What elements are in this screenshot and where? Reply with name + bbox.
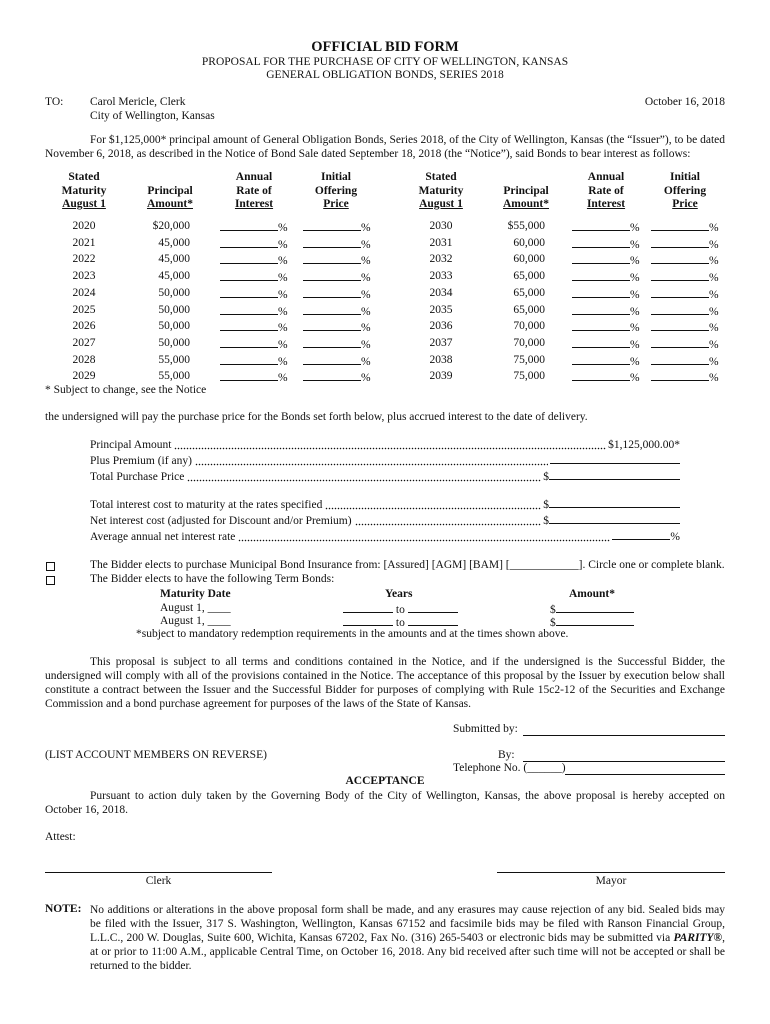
column-header-price: Offering: [663, 184, 707, 197]
dollar-sign: $: [543, 499, 549, 511]
interest-rate-field[interactable]: [220, 354, 288, 369]
term-note: *subject to mandatory redemption requirements in the amounts and at the times shown above.: [136, 628, 569, 640]
offering-price-field[interactable]: [303, 220, 371, 235]
premium-dot-leader: [195, 463, 548, 466]
column-header-maturity: August 1: [419, 198, 463, 210]
maturity-year: 2025: [72, 303, 96, 316]
percent-sign: %: [630, 322, 640, 335]
percent-sign: %: [630, 255, 640, 268]
percent-sign: %: [278, 355, 288, 368]
interest-rate-field[interactable]: [220, 220, 288, 235]
offering-price-field[interactable]: [651, 354, 719, 369]
principal-amount: 75,000: [513, 353, 545, 366]
mayor-signature-line[interactable]: [497, 872, 725, 873]
offering-price-field[interactable]: [303, 304, 371, 319]
clerk-label: Clerk: [145, 875, 172, 887]
principal-amount: 75,000: [513, 370, 545, 383]
interest-rate-field[interactable]: [220, 237, 288, 252]
percent-sign: %: [361, 272, 371, 285]
percent-sign: %: [278, 255, 288, 268]
percent-sign: %: [278, 288, 288, 301]
subtitle-series: GENERAL OBLIGATION BONDS, SERIES 2018: [266, 69, 504, 81]
term-header-years: Years: [385, 588, 413, 600]
principal-amount-dot-leader: [174, 447, 606, 450]
offering-price-field[interactable]: [651, 270, 719, 285]
column-header-maturity: Stated: [425, 171, 457, 183]
insurance-checkbox[interactable]: [46, 562, 55, 571]
percent-sign: %: [709, 322, 719, 335]
principal-amount: 65,000: [513, 270, 545, 283]
principal-amount: 70,000: [513, 336, 545, 349]
column-header-rate: Interest: [586, 198, 626, 210]
maturity-year: 2033: [429, 270, 453, 283]
offering-price-field[interactable]: [651, 253, 719, 268]
column-header-principal: Amount*: [502, 198, 549, 210]
column-header-price: Price: [672, 198, 698, 210]
total-purchase-price-dot-leader: [187, 479, 541, 482]
offering-price-field[interactable]: [303, 354, 371, 369]
intro-paragraph: For $1,125,000* principal amount of General Obligation Bonds, Series 2018, of the City of Wellington, Kansas (the “Issuer”), to be dated November 6, 2018, as described in the Notice of Bond Sale dated September 18, 2018 (the “Notice”), said Bonds to bear interest as follows:: [45, 134, 725, 160]
percent-sign: %: [630, 338, 640, 351]
percent-sign: %: [709, 255, 719, 268]
percent-sign: %: [670, 531, 680, 543]
principal-amount: $55,000: [507, 220, 545, 232]
recipient-org: City of Wellington, Kansas: [90, 110, 215, 122]
interest-rate-field[interactable]: [220, 304, 288, 319]
percent-sign: %: [630, 372, 640, 385]
note-body-end: , at or prior to 11:00 A.M., applicable Central Time, on October 16, 2018. Any bid received after such time will not be accepted or shall be returned to the bidder.: [90, 932, 725, 972]
interest-rate-field[interactable]: [572, 270, 640, 285]
interest-rate-field[interactable]: [572, 253, 640, 268]
interest-rate-field[interactable]: [572, 237, 640, 252]
maturity-year: 2024: [72, 286, 96, 299]
percent-sign: %: [361, 355, 371, 368]
maturity-year: 2032: [429, 253, 453, 266]
percent-sign: %: [278, 238, 288, 251]
insurance-option: The Bidder elects to purchase Municipal Bond Insurance from: [Assured] [AGM] [BAM] [____________]. Circle one or complete blank.: [90, 559, 725, 571]
interest-rate-field[interactable]: [572, 304, 640, 319]
column-header-maturity: Maturity: [61, 184, 107, 197]
interest-rate-field[interactable]: [572, 220, 640, 235]
date: October 16, 2018: [644, 96, 725, 108]
interest-rate-field[interactable]: [220, 320, 288, 335]
percent-sign: %: [630, 272, 640, 285]
maturity-year: 2039: [429, 370, 453, 383]
net-interest-cost-dot-leader: [355, 523, 542, 526]
percent-sign: %: [709, 305, 719, 318]
maturity-year: 2038: [429, 353, 453, 366]
percent-sign: %: [630, 355, 640, 368]
column-header-price: Initial: [320, 171, 352, 183]
interest-rate-field[interactable]: [572, 320, 640, 335]
offering-price-field[interactable]: [651, 320, 719, 335]
parity-name: PARITY®: [673, 932, 723, 944]
total-interest-cost-field[interactable]: [541, 497, 680, 512]
net-interest-cost-label: Net interest cost (adjusted for Discount and/or Premium): [90, 515, 352, 527]
principal-amount: 60,000: [513, 253, 545, 266]
offering-price-field[interactable]: [303, 337, 371, 352]
term-maturity-date[interactable]: August 1, ____: [160, 602, 231, 614]
percent-sign: %: [709, 272, 719, 285]
interest-rate-field[interactable]: [572, 370, 640, 385]
offering-price-field[interactable]: [651, 337, 719, 352]
list-members-note: (LIST ACCOUNT MEMBERS ON REVERSE): [45, 749, 267, 761]
acceptance-heading: ACCEPTANCE: [345, 775, 425, 787]
principal-amount: 50,000: [158, 320, 190, 333]
attest-label: Attest:: [45, 831, 76, 843]
maturity-year: 2028: [72, 353, 96, 366]
column-header-rate: Annual: [235, 171, 273, 183]
average-rate-field[interactable]: [610, 529, 680, 544]
principal-amount: 55,000: [158, 353, 190, 366]
column-header-rate: Rate of: [588, 184, 624, 197]
column-header-rate: Rate of: [236, 184, 272, 197]
to-label: to: [395, 617, 405, 629]
total-interest-cost-dot-leader: [325, 507, 541, 510]
column-header-rate: Annual: [587, 171, 625, 183]
offering-price-field[interactable]: [651, 370, 719, 385]
acceptance-text: Pursuant to action duly taken by the Governing Body of the City of Wellington, Kansas, the above proposal is hereby accepted on October 16, 2018.: [45, 790, 725, 816]
note-label: NOTE:: [45, 903, 82, 915]
principal-amount: 60,000: [513, 236, 545, 249]
principal-amount: 45,000: [158, 253, 190, 266]
column-header-principal: Principal: [147, 184, 193, 197]
subtitle: PROPOSAL FOR THE PURCHASE OF CITY OF WELLINGTON, KANSAS: [201, 56, 569, 68]
interest-rate-field[interactable]: [572, 354, 640, 369]
interest-rate-field[interactable]: [220, 287, 288, 302]
term-header-date: Maturity Date: [160, 588, 231, 600]
principal-amount: $20,000: [152, 220, 190, 232]
total-purchase-price-row: [90, 471, 680, 484]
maturity-year: 2027: [72, 336, 96, 349]
column-header-price: Price: [323, 198, 349, 210]
principal-amount-label: Principal Amount: [90, 439, 172, 451]
percent-sign: %: [709, 372, 719, 385]
interest-rate-field[interactable]: [220, 253, 288, 268]
total-interest-cost-row: [90, 499, 680, 512]
principal-amount-row: [90, 439, 680, 452]
maturity-year: 2026: [72, 320, 96, 333]
term-maturity-date[interactable]: August 1, ____: [160, 615, 231, 627]
percent-sign: %: [361, 305, 371, 318]
dollar-sign: $: [550, 617, 556, 629]
percent-sign: %: [278, 372, 288, 385]
maturity-year: 2022: [72, 253, 96, 266]
percent-sign: %: [630, 305, 640, 318]
dollar-sign: $: [550, 604, 556, 616]
percent-sign: %: [361, 288, 371, 301]
premium-field[interactable]: [548, 453, 680, 468]
average-rate-row: [90, 531, 680, 544]
column-header-price: Initial: [669, 171, 701, 183]
term-header-amount: Amount*: [569, 588, 616, 600]
offering-price-field[interactable]: [651, 220, 719, 235]
interest-rate-field[interactable]: [220, 337, 288, 352]
maturity-year: 2030: [429, 220, 453, 232]
maturity-year: 2020: [72, 220, 96, 232]
mayor-label: Mayor: [595, 875, 627, 887]
offering-price-field[interactable]: [651, 304, 719, 319]
percent-sign: %: [278, 305, 288, 318]
undersigned-text: the undersigned will pay the purchase price for the Bonds set forth below, plus accrued interest to the date of delivery.: [45, 411, 588, 423]
terms-paragraph: This proposal is subject to all terms and conditions contained in the Notice, and if the undersigned is the Successful Bidder, the undersigned will comply with all of the provisions contained in the Notice. The acceptance of this proposal by the Issuer by execution below shall constitute a contract between the Issuer and the Successful Bidder for purposes of complying with Rule 15c2-12 of the Securities and Exchange Commission and a bond purchase agreement for purposes of the laws of the State of Kansas.: [45, 656, 725, 710]
total-interest-cost-label: Total interest cost to maturity at the rates specified: [90, 499, 323, 511]
maturity-year: 2034: [429, 286, 453, 299]
interest-rate-field[interactable]: [220, 270, 288, 285]
percent-sign: %: [361, 322, 371, 335]
telephone-label: Telephone No. (______): [453, 762, 566, 774]
interest-rate-field[interactable]: [572, 337, 640, 352]
clerk-signature-line[interactable]: [45, 872, 272, 873]
percent-sign: %: [361, 238, 371, 251]
to-label: to: [395, 604, 405, 616]
column-header-price: Offering: [314, 184, 358, 197]
offering-price-field[interactable]: [651, 287, 719, 302]
form-title: OFFICIAL BID FORM: [311, 39, 459, 55]
percent-sign: %: [361, 222, 371, 234]
principal-amount: 65,000: [513, 286, 545, 299]
maturity-year: 2031: [429, 236, 453, 249]
table-footnote: * Subject to change, see the Notice: [45, 384, 207, 396]
maturity-year: 2035: [429, 303, 453, 316]
offering-price-field[interactable]: [303, 237, 371, 252]
principal-amount-value: $1,125,000.00*: [608, 439, 680, 451]
total-purchase-price-field[interactable]: [541, 469, 680, 484]
percent-sign: %: [361, 372, 371, 385]
interest-rate-field[interactable]: [572, 287, 640, 302]
offering-price-field[interactable]: [303, 287, 371, 302]
net-interest-cost-row: [90, 515, 680, 528]
principal-amount: 55,000: [158, 370, 190, 383]
percent-sign: %: [630, 238, 640, 251]
column-header-principal: Principal: [503, 184, 549, 197]
principal-amount: 50,000: [158, 303, 190, 316]
percent-sign: %: [278, 272, 288, 285]
principal-amount: 45,000: [158, 270, 190, 283]
percent-sign: %: [709, 288, 719, 301]
term-bonds-checkbox[interactable]: [46, 576, 55, 585]
percent-sign: %: [278, 322, 288, 335]
total-purchase-price-label: Total Purchase Price: [90, 471, 185, 483]
average-rate-label: Average annual net interest rate: [90, 531, 236, 543]
percent-sign: %: [361, 338, 371, 351]
principal-amount: 45,000: [158, 236, 190, 249]
principal-amount: 65,000: [513, 303, 545, 316]
offering-price-field[interactable]: [303, 320, 371, 335]
column-header-maturity: Stated: [68, 171, 100, 183]
column-header-maturity: August 1: [62, 198, 106, 210]
submitted-by-line[interactable]: [523, 735, 725, 736]
note-body: No additions or alterations in the above proposal form shall be made, and any erasures may cause rejection of any bid. Sealed bids may be filed with the Issuer, 317 S. Washington, Wellington, Kansas 67152 and facsimile bids may be filed with Ranson Financial Group, L.L.C., 200 W. Douglas, Suite 600, Wichita, Kansas 67202, Fax No. (316) 265-5403 or electronic bids may be submitted via: [90, 904, 725, 944]
percent-sign: %: [709, 222, 719, 234]
dollar-sign: $: [543, 515, 549, 527]
percent-sign: %: [361, 255, 371, 268]
net-interest-cost-field[interactable]: [541, 513, 680, 528]
term-bonds-option: The Bidder elects to have the following Term Bonds:: [90, 573, 335, 585]
premium-label: Plus Premium (if any): [90, 455, 192, 467]
principal-amount: 70,000: [513, 320, 545, 333]
interest-rate-field[interactable]: [220, 370, 288, 385]
note-text: [90, 903, 725, 973]
percent-sign: %: [278, 338, 288, 351]
by-label: By:: [498, 749, 515, 761]
percent-sign: %: [630, 288, 640, 301]
percent-sign: %: [278, 222, 288, 234]
maturity-year: 2023: [72, 270, 96, 283]
to-label: TO:: [45, 96, 64, 108]
offering-price-field[interactable]: [303, 370, 371, 385]
column-header-maturity: Maturity: [418, 184, 464, 197]
submitted-by-label: Submitted by:: [453, 723, 518, 735]
principal-amount: 50,000: [158, 336, 190, 349]
premium-row: [90, 455, 680, 468]
offering-price-field[interactable]: [651, 237, 719, 252]
maturity-year: 2021: [72, 236, 96, 249]
percent-sign: %: [709, 355, 719, 368]
average-rate-dot-leader: [238, 539, 610, 542]
offering-price-field[interactable]: [303, 270, 371, 285]
maturity-year: 2029: [72, 370, 96, 383]
column-header-principal: Amount*: [146, 198, 193, 210]
dollar-sign: $: [543, 471, 549, 483]
percent-sign: %: [709, 338, 719, 351]
offering-price-field[interactable]: [303, 253, 371, 268]
percent-sign: %: [630, 222, 640, 234]
maturity-year: 2037: [429, 336, 453, 349]
principal-amount: 50,000: [158, 286, 190, 299]
maturity-year: 2036: [429, 320, 453, 333]
percent-sign: %: [709, 238, 719, 251]
recipient-name: Carol Mericle, Clerk: [90, 96, 186, 108]
column-header-rate: Interest: [234, 198, 274, 210]
